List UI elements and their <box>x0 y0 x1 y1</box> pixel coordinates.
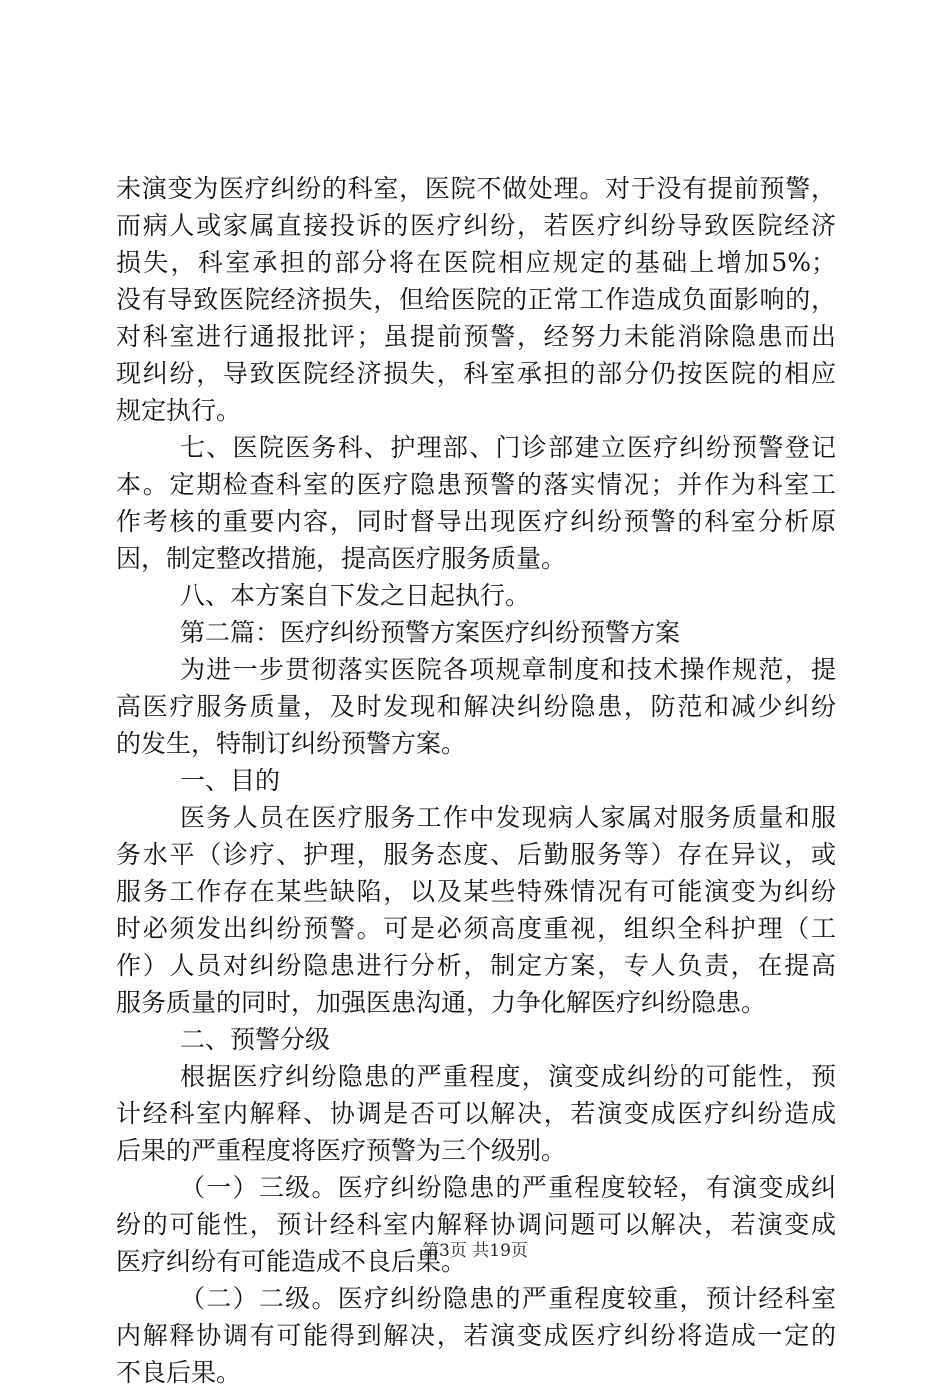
text-line: 服务工作存在某些缺陷，以及某些特殊情况有可能演变为纠纷 <box>116 877 836 906</box>
text-line: 二、预警分级 <box>180 1025 331 1054</box>
text-line: （一）三级。医疗纠纷隐患的严重程度较轻，有演变成纠 <box>180 1173 836 1202</box>
text-line: 而病人或家属直接投诉的医疗纠纷，若医疗纠纷导致医院经济 <box>116 211 836 240</box>
text-line: 作）人员对纠纷隐患进行分析，制定方案，专人负责，在提高 <box>116 951 836 980</box>
text-line: 因，制定整改措施，提高医疗服务质量。 <box>116 544 567 573</box>
text-line: 八、本方案自下发之日起执行。 <box>180 581 531 610</box>
text-line: 第二篇：医疗纠纷预警方案医疗纠纷预警方案 <box>180 618 681 647</box>
text-line: 没有导致医院经济损失，但给医院的正常工作造成负面影响的， <box>116 285 836 314</box>
text-line: （二）二级。医疗纠纷隐患的严重程度较重，预计经科室 <box>180 1284 836 1313</box>
text-line: 服务质量的同时，加强医患沟通，力争化解医疗纠纷隐患。 <box>116 988 767 1017</box>
text-line: 计经科室内解释、协调是否可以解决，若演变成医疗纠纷造成 <box>116 1099 836 1128</box>
text-line: 不良后果。 <box>116 1358 242 1387</box>
text-line: 一、目的 <box>180 766 281 795</box>
text-line: 的发生，特制订纠纷预警方案。 <box>116 729 467 758</box>
text-line: 内解释协调有可能得到解决，若演变成医疗纠纷将造成一定的 <box>116 1321 836 1350</box>
text-line: 根据医疗纠纷隐患的严重程度，演变成纠纷的可能性，预 <box>180 1062 836 1091</box>
text-line: 七、医院医务科、护理部、门诊部建立医疗纠纷预警登记 <box>180 433 836 462</box>
text-line: 本。定期检查科室的医疗隐患预警的落实情况；并作为科室工 <box>116 470 836 499</box>
text-line: 未演变为医疗纠纷的科室，医院不做处理。对于没有提前预警， <box>116 174 836 203</box>
text-line: 时必须发出纠纷预警。可是必须高度重视，组织全科护理（工 <box>116 914 836 943</box>
text-line: 规定执行。 <box>116 396 242 425</box>
text-line: 作考核的重要内容，同时督导出现医疗纠纷预警的科室分析原 <box>116 507 836 536</box>
text-line: 高医疗服务质量，及时发现和解决纠纷隐患，防范和减少纠纷 <box>116 692 836 721</box>
text-line: 对科室进行通报批评；虽提前预警，经努力未能消除隐患而出 <box>116 322 836 351</box>
text-line: 务水平（诊疗、护理，服务态度、后勤服务等）存在异议，或 <box>116 840 836 869</box>
text-line: 现纠纷，导致医院经济损失，科室承担的部分仍按医院的相应 <box>116 359 836 388</box>
text-line: 医务人员在医疗服务工作中发现病人家属对服务质量和服 <box>180 803 836 832</box>
page-number-footer: 第3页 共19页 <box>422 1241 528 1261</box>
text-line: 后果的严重程度将医疗预警为三个级别。 <box>116 1136 567 1165</box>
text-line: 纷的可能性，预计经科室内解释协调问题可以解决，若演变成 <box>116 1210 836 1239</box>
text-line: 为进一步贯彻落实医院各项规章制度和技术操作规范，提 <box>180 655 836 684</box>
document-body <box>116 170 836 1391</box>
text-line: 损失，科室承担的部分将在医院相应规定的基础上增加5%； <box>116 248 836 277</box>
text-line: 医疗纠纷有可能造成不良后果。 <box>116 1247 467 1276</box>
